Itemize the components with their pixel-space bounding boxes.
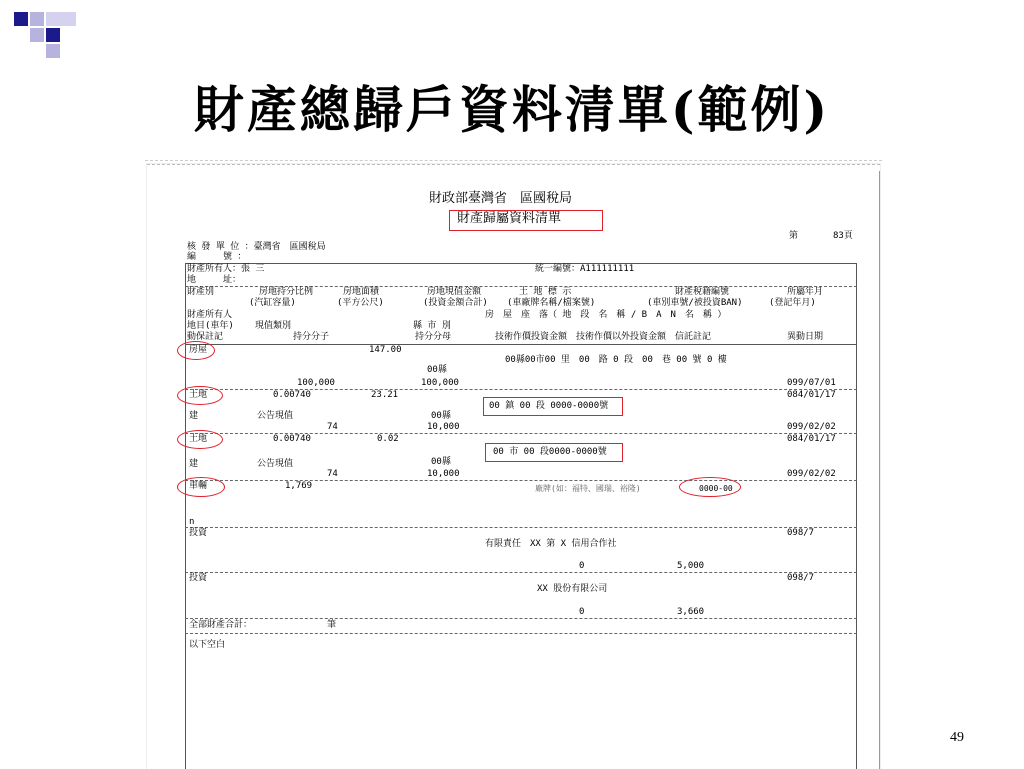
- header-sqm: (平方公尺): [337, 298, 384, 308]
- header-registration: (登記年月): [769, 298, 816, 308]
- document-title: 財產歸屬資料清單: [457, 211, 562, 226]
- inv1-date: 098/7: [787, 528, 815, 538]
- divider: [185, 618, 857, 619]
- house-label: 房屋: [189, 345, 208, 355]
- header-owner: 財產所有人: [187, 310, 233, 320]
- unified-id: 統一編號：A111111111: [535, 264, 635, 274]
- header-value-type: 現值類別: [255, 321, 292, 331]
- address-label: 地 址：: [187, 275, 242, 285]
- house-ratio: 100,000: [297, 378, 335, 388]
- house-value: 100,000: [421, 378, 459, 388]
- inv1-company: 有限責任 XX 第 X 信用合作社: [485, 539, 617, 549]
- page-value: 83頁: [833, 231, 853, 241]
- deco-square: [46, 28, 60, 42]
- land2-county: 00縣: [431, 457, 451, 467]
- land2-highlight-oval: [177, 430, 223, 449]
- land2-ratio: 0.00740: [273, 434, 311, 444]
- land1-ratio: 0.00740: [273, 390, 311, 400]
- page-number: 49: [950, 730, 964, 745]
- scanned-document: [147, 164, 880, 769]
- house-county: 00縣: [427, 365, 447, 375]
- land1-section: 00 鎮 00 段 0000-0000號: [489, 401, 609, 411]
- header-tax-number: 財產稅籍編號: [675, 287, 730, 297]
- land1-highlight-box: [483, 397, 623, 416]
- scan-edge: [145, 160, 882, 162]
- page-label: 第: [789, 231, 799, 241]
- total-label: 全部財產合計：: [189, 620, 253, 630]
- header-county: 縣 市 別: [413, 321, 451, 331]
- total-unit: 筆: [327, 620, 337, 630]
- header-car-brand: (車廠牌名稱/檔案號): [507, 298, 596, 308]
- deco-square: [30, 12, 44, 26]
- car-plate: 0000-00: [699, 484, 733, 493]
- land1-date2: 099/02/02: [787, 422, 836, 432]
- header-current-value: 房地現值金額: [427, 287, 482, 297]
- agency-name: 財政部臺灣省 區國稅局: [429, 191, 573, 206]
- land1-area: 23.21: [371, 390, 399, 400]
- document-right-border: [879, 171, 880, 769]
- land2-label: 土地: [189, 434, 208, 444]
- house-address: 00縣00市00 里 00 路 0 段 00 巷 00 號 0 樓: [505, 355, 727, 365]
- deco-square: [46, 12, 76, 26]
- land1-date: 084/01/17: [787, 390, 836, 400]
- header-location: 房 屋 座 落（ 地 段 名 稱 / B A N 名 稱 ）: [485, 310, 727, 320]
- land2-numerator: 74: [327, 469, 338, 479]
- land2-denominator: 10,000: [427, 469, 460, 479]
- header-property-type: 財產別: [187, 287, 215, 297]
- header-change-date: 異動日期: [787, 332, 824, 342]
- slide-title: 財產總歸戶資料清單(範例): [193, 80, 831, 139]
- header-pledge: 動保註記: [187, 332, 224, 342]
- corner-decoration: [14, 8, 84, 68]
- car-label: 車輛: [189, 481, 208, 491]
- house-highlight-oval: [177, 341, 215, 360]
- deco-square: [30, 28, 44, 42]
- table-left-line: [185, 263, 186, 769]
- land1-label: 土地: [189, 390, 208, 400]
- inv1-label: 投資: [189, 528, 208, 538]
- header-investment-total: (投資金額合計): [423, 298, 488, 308]
- issuer-label: 核 發 單 位 ：臺灣省 區國稅局: [187, 242, 326, 252]
- header-numerator: 持分分子: [293, 332, 330, 342]
- serial-label: 編 號 ：: [187, 252, 247, 262]
- land1-highlight-oval: [177, 386, 223, 405]
- inv2-date: 098/7: [787, 573, 815, 583]
- inv2-label: 投資: [189, 573, 208, 583]
- deco-square: [14, 12, 28, 26]
- divider: [185, 572, 857, 573]
- end-label: 以下空白: [189, 640, 226, 650]
- header-tech-investment: 技術作價投資金額 技術作價以外投資金額 信託註記: [495, 332, 712, 342]
- land1-denominator: 10,000: [427, 422, 460, 432]
- header-year-month: 所屬年月: [787, 287, 824, 297]
- inv2-tech-value: 0: [579, 607, 585, 617]
- land2-area: 0.02: [377, 434, 399, 444]
- car-highlight-oval: [177, 477, 225, 497]
- house-date: 099/07/01: [787, 378, 836, 388]
- table-top-line: [185, 263, 857, 264]
- title-highlight-box: [449, 210, 603, 231]
- header-car-plate: (車別車號/被投資BAN): [647, 298, 743, 308]
- land1-numerator: 74: [327, 422, 338, 432]
- land2-date2: 099/02/02: [787, 469, 836, 479]
- land2-highlight-box: [485, 443, 623, 462]
- land1-value-type: 公告現值: [257, 411, 294, 421]
- divider: [185, 633, 857, 634]
- inv1-tech-value: 0: [579, 561, 585, 571]
- table-right-line: [856, 263, 857, 769]
- header-land-use: 地目(車年): [187, 321, 234, 331]
- land1-county: 00縣: [431, 411, 451, 421]
- header-cylinder: (汽缸容量): [249, 298, 296, 308]
- owner-label: 財產所有人：張 三: [187, 264, 265, 274]
- deco-square: [46, 44, 60, 58]
- inv1-other-value: 5,000: [677, 561, 705, 571]
- n-label: n: [189, 517, 195, 527]
- house-area: 147.00: [369, 345, 402, 355]
- header-denominator: 持分分母: [415, 332, 452, 342]
- car-brand: 廠牌(如：福特、國瑞、裕隆): [535, 484, 641, 493]
- land1-build: 建: [189, 411, 199, 421]
- inv2-other-value: 3,660: [677, 607, 705, 617]
- inv2-company: XX 股份有限公司: [537, 584, 608, 594]
- land2-build: 建: [189, 459, 199, 469]
- land2-value-type: 公告現值: [257, 459, 294, 469]
- land2-date: 084/01/17: [787, 434, 836, 444]
- header-share-ratio: 房地持分比例: [259, 287, 314, 297]
- header-land-label: 土 地 標 示: [519, 287, 572, 297]
- car-plate-highlight-oval: [679, 477, 741, 497]
- land2-section: 00 市 00 段0000-0000號: [493, 447, 607, 457]
- header-area: 房地面積: [343, 287, 380, 297]
- header-bottom-line: [185, 344, 857, 345]
- car-cc: 1,769: [285, 481, 313, 491]
- divider: [185, 527, 857, 528]
